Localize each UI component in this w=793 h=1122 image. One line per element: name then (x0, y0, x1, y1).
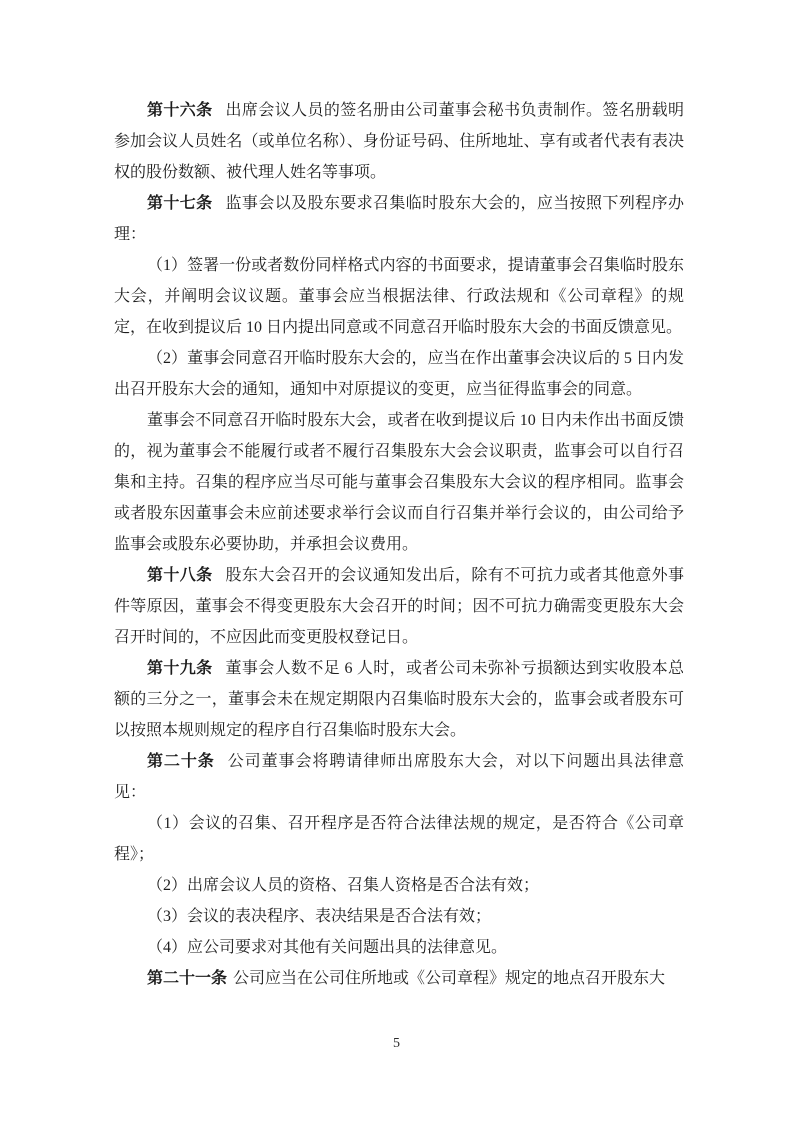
article-20-item-3 (114, 901, 684, 932)
article-text: （2）董事会同意召开临时股东大会的，应当在作出董事会决议后的 5 日内发出召开股东大会的通知，通知中对原提议的变更，应当征得监事会的同意。 (114, 350, 684, 398)
article-number: 第十九条 (147, 660, 213, 677)
article-20 (114, 746, 684, 808)
article-text: 出席会议人员的签名册由公司董事会秘书负责制作。签名册载明参加会议人员姓名（或单位名称）、身份证号码、住所地址、享有或者代表有表决权的股份数额、被代理人姓名等事项。 (114, 102, 684, 181)
article-text: （3）会议的表决程序、表决结果是否合法有效； (147, 908, 492, 925)
page-number: 5 (393, 1036, 400, 1051)
article-18 (114, 560, 684, 653)
article-21 (114, 963, 684, 994)
article-number: 第十六条 (147, 102, 213, 119)
article-text: （1）会议的召集、召开程序是否符合法律法规的规定，是否符合《公司章程》； (114, 815, 684, 863)
article-text: 董事会不同意召开临时股东大会，或者在收到提议后 10 日内未作出书面反馈的，视为董事会不能履行或者不履行召集股东大会会议职责，监事会可以自行召集和主持。召集的程序应当尽可能与董事会召集股东大会议的程序相同。监事会或者股东因董事会未应前述要求举行会议而自行召集并举行会议的，由公司给予监事会或股东必要协助，并承担会议费用。 (114, 412, 684, 553)
article-text: （1）签署一份或者数份同样格式内容的书面要求，提请董事会召集临时股东大会，并阐明会议议题。董事会应当根据法律、行政法规和《公司章程》的规定，在收到提议后 10 日内提出同意或不同意召开临时股东大会的书面反馈意见。 (114, 257, 684, 336)
article-text: （2）出席会议人员的资格、召集人资格是否合法有效； (147, 877, 540, 894)
article-16 (114, 95, 684, 188)
article-17 (114, 188, 684, 250)
article-number: 第十八条 (147, 567, 213, 584)
article-17-item-2 (114, 343, 684, 405)
article-number: 第十七条 (147, 195, 213, 212)
article-number: 第二十条 (147, 753, 215, 770)
article-text: 股东大会召开的会议通知发出后，除有不可抗力或者其他意外事件等原因，董事会不得变更股东大会召开的时间；因不可抗力确需变更股东大会召开时间的，不应因此而变更股权登记日。 (114, 567, 684, 646)
article-17-para-3 (114, 405, 684, 560)
article-20-item-4 (114, 932, 684, 963)
article-text: 公司应当在公司住所地或《公司章程》规定的地点召开股东大 (233, 970, 666, 987)
article-20-item-1 (114, 808, 684, 870)
article-17-item-1 (114, 250, 684, 343)
document-body (114, 95, 684, 994)
article-text: 公司董事会将聘请律师出席股东大会，对以下问题出具法律意见： (114, 753, 684, 801)
article-text: 监事会以及股东要求召集临时股东大会的，应当按照下列程序办理： (114, 195, 684, 243)
article-text: （4）应公司要求对其他有关问题出具的法律意见。 (147, 939, 508, 956)
article-number: 第二十一条 (147, 970, 228, 987)
article-text: 董事会人数不足 6 人时，或者公司未弥补亏损额达到实收股本总额的三分之一，董事会未在规定期限内召集临时股东大会的，监事会或者股东可以按照本规则规定的程序自行召集临时股东大会。 (114, 660, 684, 739)
article-20-item-2 (114, 870, 684, 901)
article-19 (114, 653, 684, 746)
